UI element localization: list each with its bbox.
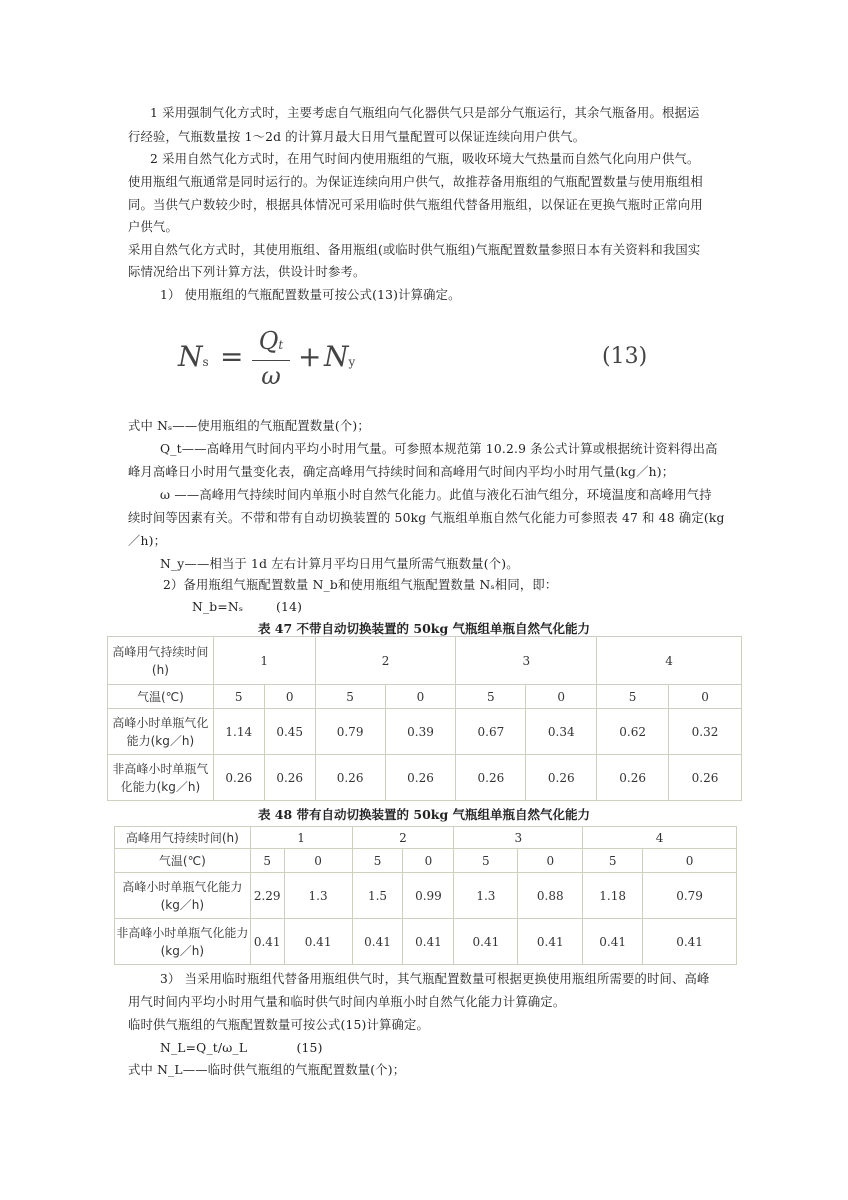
table-cell: 0.26 bbox=[385, 755, 456, 801]
paragraph-6-line-3: 临时供气瓶组的气瓶配置数量可按公式(15)计算确定。 bbox=[128, 1018, 429, 1032]
where-ns: 式中 Nₛ——使用瓶组的气瓶配置数量(个)； bbox=[128, 419, 370, 433]
table-cell: 0 bbox=[643, 849, 737, 873]
table-cell: 2.29 bbox=[250, 873, 284, 919]
table-cell: 1.5 bbox=[352, 873, 403, 919]
table-cell: 0.41 bbox=[284, 919, 352, 965]
paragraph-1-line-2: 行经验，气瓶数量按 1～2d 的计算月最大日用气量配置可以保证连续向用户供气。 bbox=[128, 130, 586, 144]
paragraph-1-line-1: 1 采用强制气化方式时，主要考虑自气瓶组向气化器供气只是部分气瓶运行，其余气瓶备用。根据运 bbox=[150, 106, 700, 120]
paragraph-3-line-1: 采用自然气化方式时，其使用瓶组、备用瓶组(或临时供气瓶组)气瓶配置数量参照日本有关资料和我国实 bbox=[128, 243, 701, 257]
table-cell: 0 bbox=[264, 685, 315, 709]
table-cell: 5 bbox=[583, 849, 643, 873]
table-cell: 0.26 bbox=[669, 755, 742, 801]
table-48-temp-label: 气温(℃) bbox=[115, 849, 251, 873]
formula-equals: = bbox=[220, 340, 244, 373]
formula-rhs: N bbox=[324, 340, 349, 373]
table-cell: 0.26 bbox=[597, 755, 669, 801]
equation-15: N_L=Q_t/ω_L (15) bbox=[160, 1041, 323, 1055]
table-48 bbox=[114, 826, 737, 965]
table-cell: 0.41 bbox=[518, 919, 583, 965]
table-row bbox=[108, 709, 742, 755]
formula-13 bbox=[178, 322, 658, 392]
formula-lhs: N bbox=[178, 340, 203, 373]
equation-14: N_b=Nₛ (14) bbox=[192, 600, 303, 614]
table-cell: 5 bbox=[597, 685, 669, 709]
table-row bbox=[108, 685, 742, 709]
table-cell: 0.41 bbox=[352, 919, 403, 965]
table-row bbox=[115, 827, 737, 849]
table-cell: 5 bbox=[456, 685, 526, 709]
paragraph-2-line-3: 同。当供气户数较少时，根据具体情况可采用临时供气瓶组代替备用瓶组，以保证在更换气瓶时正常向用 bbox=[128, 198, 703, 212]
table-cell: 5 bbox=[250, 849, 284, 873]
formula-plus: + bbox=[298, 340, 322, 373]
table-cell: 5 bbox=[213, 685, 264, 709]
table-48-offpeak-label: 非高峰小时单瓶气化能力(kg／h) bbox=[115, 919, 251, 965]
formula-number: (13) bbox=[602, 344, 648, 369]
table-47 bbox=[107, 636, 742, 801]
paragraph-3-line-2: 际情况给出下列计算方法，供设计时参考。 bbox=[128, 265, 366, 279]
where-ny: N_y——相当于 1d 左右计算月平均日用气量所需气瓶数量(个)。 bbox=[160, 557, 519, 571]
table-cell: 0.26 bbox=[213, 755, 264, 801]
formula-numerator: Q bbox=[258, 327, 279, 355]
table-47-duration-label: 高峰用气持续时间(h) bbox=[108, 637, 214, 685]
table-48-duration-2: 2 bbox=[352, 827, 454, 849]
table-47-title: 表 47 不带自动切换装置的 50kg 气瓶组单瓶自然气化能力 bbox=[257, 621, 591, 636]
table-cell: 0 bbox=[385, 685, 456, 709]
table-48-duration-1: 1 bbox=[250, 827, 352, 849]
where-omega-line-2: 续时间等因素有关。不带和带有自动切换装置的 50kg 气瓶组单瓶自然气化能力可参照表 47 和 48 确定(kg bbox=[128, 511, 725, 525]
table-cell: 0.88 bbox=[518, 873, 583, 919]
table-cell: 0.79 bbox=[643, 873, 737, 919]
table-47-duration-2: 2 bbox=[315, 637, 456, 685]
table-48-duration-label: 高峰用气持续时间(h) bbox=[115, 827, 251, 849]
table-cell: 0 bbox=[284, 849, 352, 873]
table-cell: 0 bbox=[518, 849, 583, 873]
paragraph-4: 1） 使用瓶组的气瓶配置数量可按公式(13)计算确定。 bbox=[160, 288, 461, 302]
table-cell: 0.26 bbox=[456, 755, 526, 801]
table-48-duration-4: 4 bbox=[583, 827, 737, 849]
table-row bbox=[115, 849, 737, 873]
where-omega-line-3: ／h)； bbox=[128, 534, 167, 548]
table-48-duration-3: 3 bbox=[454, 827, 583, 849]
paragraph-2-line-2: 使用瓶组气瓶通常是同时运行的。为保证连续向用户供气，故推荐备用瓶组的气瓶配置数量与使用瓶组相 bbox=[128, 175, 703, 189]
formula-numerator-sub: t bbox=[278, 338, 284, 352]
table-cell: 0 bbox=[526, 685, 597, 709]
formula-fraction bbox=[248, 326, 294, 391]
table-row bbox=[108, 637, 742, 685]
paragraph-2-line-1: 2 采用自然气化方式时，在用气时间内使用瓶组的气瓶，吸收环境大气热量而自然气化向用户供气。 bbox=[150, 152, 700, 166]
table-cell: 1.3 bbox=[454, 873, 518, 919]
table-cell: 0.67 bbox=[456, 709, 526, 755]
formula-rhs-sub: y bbox=[348, 355, 356, 369]
table-cell: 0.26 bbox=[264, 755, 315, 801]
table-cell: 0.99 bbox=[403, 873, 454, 919]
table-cell: 0.41 bbox=[250, 919, 284, 965]
paragraph-6-line-2: 用气时间内平均小时用气量和临时供气时间内单瓶小时自然气化能力计算确定。 bbox=[128, 995, 566, 1009]
table-47-duration-3: 3 bbox=[456, 637, 597, 685]
table-47-duration-1: 1 bbox=[213, 637, 315, 685]
formula-denominator: ω bbox=[261, 362, 281, 390]
table-cell: 0.32 bbox=[669, 709, 742, 755]
table-cell: 0.34 bbox=[526, 709, 597, 755]
table-cell: 5 bbox=[352, 849, 403, 873]
table-cell: 0 bbox=[403, 849, 454, 873]
where-qt-line-1: Q_t——高峰用气时间内平均小时用气量。可参照本规范第 10.2.9 条公式计算或根据统计资料得出高 bbox=[160, 442, 718, 456]
table-cell: 0.41 bbox=[643, 919, 737, 965]
table-cell: 0.26 bbox=[526, 755, 597, 801]
table-cell: 0.62 bbox=[597, 709, 669, 755]
table-row bbox=[108, 755, 742, 801]
table-48-title: 表 48 带有自动切换装置的 50kg 气瓶组单瓶自然气化能力 bbox=[257, 807, 591, 822]
table-47-peak-label: 高峰小时单瓶气化能力(kg／h) bbox=[108, 709, 214, 755]
paragraph-6-line-1: 3） 当采用临时瓶组代替备用瓶组供气时，其气瓶配置数量可根据更换使用瓶组所需要的时间、高峰 bbox=[160, 972, 710, 986]
table-47-duration-4: 4 bbox=[597, 637, 742, 685]
table-row bbox=[115, 873, 737, 919]
table-cell: 5 bbox=[454, 849, 518, 873]
table-cell: 1.18 bbox=[583, 873, 643, 919]
table-cell: 1.3 bbox=[284, 873, 352, 919]
where-qt-line-2: 峰月高峰日小时用气量变化表，确定高峰用气持续时间和高峰用气时间内平均小时用气量(kg／h)； bbox=[128, 465, 675, 479]
table-row bbox=[115, 919, 737, 965]
paragraph-5: 2）备用瓶组气瓶配置数量 N_b和使用瓶组气瓶配置数量 Nₛ相同，即： bbox=[163, 578, 558, 592]
table-cell: 1.14 bbox=[213, 709, 264, 755]
table-47-temp-label: 气温(℃) bbox=[108, 685, 214, 709]
table-cell: 0.79 bbox=[315, 709, 385, 755]
formula-lhs-sub: s bbox=[202, 355, 209, 369]
table-cell: 0.41 bbox=[583, 919, 643, 965]
table-48-peak-label: 高峰小时单瓶气化能力(kg／h) bbox=[115, 873, 251, 919]
table-cell: 5 bbox=[315, 685, 385, 709]
paragraph-7: 式中 N_L——临时供气瓶组的气瓶配置数量(个)； bbox=[128, 1063, 406, 1077]
paragraph-2-line-4: 户供气。 bbox=[128, 220, 178, 234]
table-cell: 0.39 bbox=[385, 709, 456, 755]
table-cell: 0 bbox=[669, 685, 742, 709]
table-cell: 0.45 bbox=[264, 709, 315, 755]
table-cell: 0.26 bbox=[315, 755, 385, 801]
table-cell: 0.41 bbox=[403, 919, 454, 965]
table-47-offpeak-label: 非高峰小时单瓶气化能力(kg／h) bbox=[108, 755, 214, 801]
table-cell: 0.41 bbox=[454, 919, 518, 965]
where-omega-line-1: ω ——高峰用气持续时间内单瓶小时自然气化能力。此值与液化石油气组分，环境温度和高峰用气持 bbox=[160, 488, 712, 502]
